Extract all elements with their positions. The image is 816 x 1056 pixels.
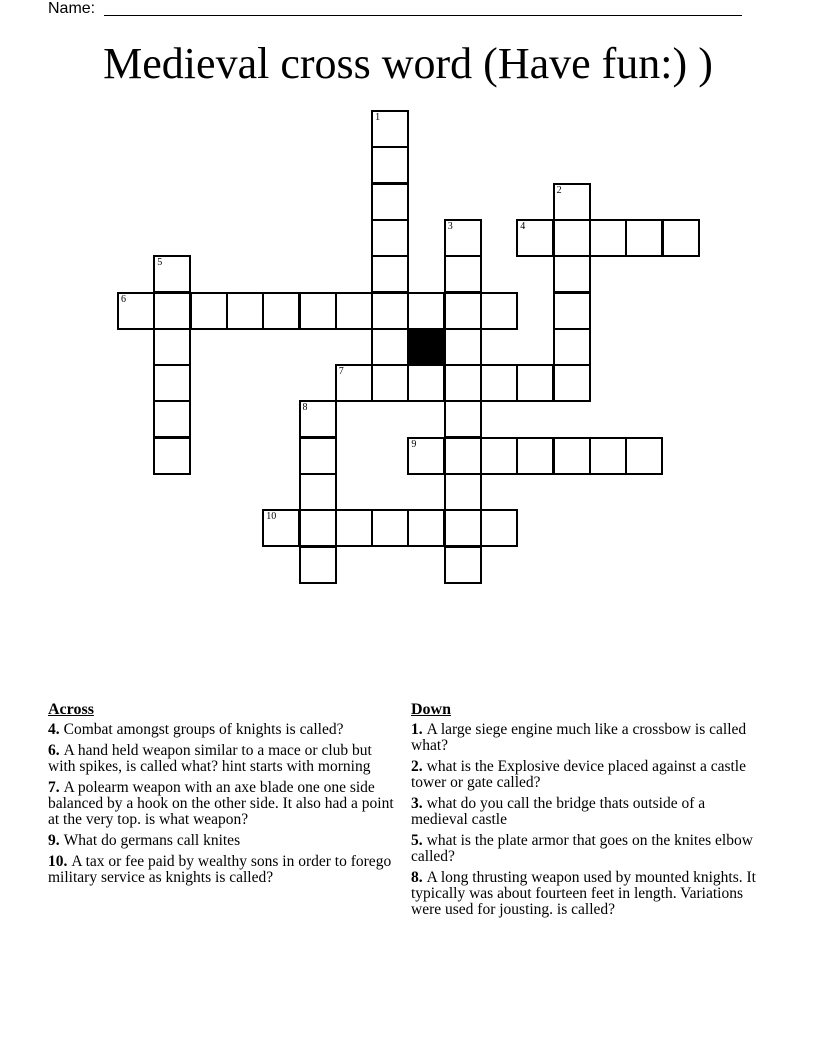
crossword-square[interactable]	[444, 400, 482, 438]
crossword-square[interactable]	[407, 509, 445, 547]
crossword-square[interactable]	[553, 328, 591, 366]
clue-text: What do germans call knites	[63, 832, 241, 849]
crossword-square[interactable]	[444, 219, 482, 257]
clue-number: 1.	[411, 721, 423, 738]
crossword-square[interactable]	[516, 364, 554, 402]
clue-number-label: 2	[556, 184, 562, 196]
crossword-square[interactable]	[371, 255, 409, 293]
down-heading: Down	[411, 701, 452, 718]
crossword-square[interactable]	[444, 255, 482, 293]
clue-text: A large siege engine much like a crossbow is called what?	[411, 721, 747, 754]
clue-text: A long thrusting weapon used by mounted knights. It typically was about fourteen feet in length. Variations were used for jousting. is called?	[411, 869, 756, 918]
clue-number: 4.	[48, 721, 60, 738]
clue-text: A tax or fee paid by wealthy sons in order to forego military service as knights is called?	[48, 853, 392, 886]
crossword-square[interactable]	[299, 292, 337, 330]
down-clue	[411, 759, 763, 791]
clue-number: 10.	[48, 853, 68, 870]
down-clue	[411, 722, 763, 754]
across-clue	[48, 780, 400, 828]
name-label: Name:	[48, 0, 96, 17]
clue-number-label: 9	[411, 438, 417, 450]
crossword-square[interactable]	[553, 183, 591, 221]
clue-number-label: 8	[302, 402, 308, 414]
crossword-square[interactable]	[335, 509, 373, 547]
crossword-square[interactable]	[553, 292, 591, 330]
page-title: Medieval cross word (Have fun:) )	[103, 39, 713, 88]
crossword-square[interactable]	[407, 292, 445, 330]
clue-number: 9.	[48, 832, 60, 849]
clue-text: Combat amongst groups of knights is called?	[63, 721, 344, 738]
clue-number-label: 3	[447, 220, 453, 232]
crossword-square[interactable]	[589, 219, 627, 257]
crossword-square[interactable]	[625, 437, 663, 475]
clue-text: what is the Explosive device placed against a castle tower or gate called?	[411, 758, 746, 791]
across-heading: Across	[48, 701, 94, 718]
across-clue	[48, 743, 400, 775]
crossword-square[interactable]	[553, 219, 591, 257]
clue-text: A hand held weapon similar to a mace or club but with spikes, is called what? hint starts with morning	[48, 742, 372, 775]
crossword-square[interactable]	[444, 292, 482, 330]
clue-number-label: 1	[375, 112, 381, 123]
crossword-square[interactable]	[589, 437, 627, 475]
crossword-square[interactable]	[299, 473, 337, 511]
crossword-square[interactable]	[371, 110, 409, 148]
crossword-square[interactable]	[480, 292, 518, 330]
crossword-square[interactable]	[299, 400, 337, 438]
crossword-square[interactable]	[516, 437, 554, 475]
clue-text: what is the plate armor that goes on the knites elbow called?	[411, 832, 753, 865]
crossword-square[interactable]	[407, 364, 445, 402]
down-clue	[411, 796, 763, 828]
crossword-square[interactable]	[335, 364, 373, 402]
crossword-square[interactable]	[371, 292, 409, 330]
crossword-square[interactable]	[153, 400, 191, 438]
clue-number: 8.	[411, 869, 423, 886]
clue-number: 5.	[411, 832, 423, 849]
crossword-square[interactable]	[407, 437, 445, 475]
crossword-square[interactable]	[444, 509, 482, 547]
across-clue	[48, 722, 400, 738]
crossword-square[interactable]	[371, 328, 409, 366]
crossword-square[interactable]	[444, 437, 482, 475]
crossword-square[interactable]	[153, 364, 191, 402]
clue-text: what do you call the bridge thats outside of a medieval castle	[411, 795, 706, 828]
crossword-square[interactable]	[371, 509, 409, 547]
clue-number: 6.	[48, 742, 60, 759]
crossword-square[interactable]	[553, 437, 591, 475]
blocked-square	[407, 328, 445, 366]
crossword-square[interactable]	[299, 437, 337, 475]
crossword-square[interactable]	[117, 292, 155, 330]
crossword-square[interactable]	[153, 328, 191, 366]
crossword-square[interactable]	[480, 437, 518, 475]
crossword-square[interactable]	[444, 364, 482, 402]
crossword-square[interactable]	[371, 364, 409, 402]
clue-number: 3.	[411, 795, 423, 812]
down-clues	[411, 702, 763, 923]
down-clue	[411, 870, 763, 918]
clue-number: 7.	[48, 779, 60, 796]
across-clue	[48, 833, 400, 849]
crossword-square[interactable]	[262, 509, 300, 547]
crossword-square[interactable]	[371, 146, 409, 184]
clue-number-label: 4	[520, 220, 526, 232]
crossword-square[interactable]	[444, 473, 482, 511]
crossword-square[interactable]	[553, 364, 591, 402]
crossword-square[interactable]	[625, 219, 663, 257]
crossword-square[interactable]	[190, 292, 228, 330]
crossword-square[interactable]	[153, 292, 191, 330]
crossword-square[interactable]	[335, 292, 373, 330]
crossword-square[interactable]	[444, 546, 482, 584]
crossword-square[interactable]	[262, 292, 300, 330]
crossword-square[interactable]	[516, 219, 554, 257]
across-clues	[48, 702, 400, 891]
crossword-square[interactable]	[226, 292, 264, 330]
crossword-square[interactable]	[371, 183, 409, 221]
crossword-square[interactable]	[662, 219, 700, 257]
across-clue	[48, 854, 400, 886]
clue-text: A polearm weapon with an axe blade one one side balanced by a hook on the other side. It also had a point at the very top. is what weapon?	[48, 779, 394, 828]
crossword-square[interactable]	[480, 364, 518, 402]
down-clue	[411, 833, 763, 865]
clue-number-label: 10	[266, 511, 277, 523]
crossword-square[interactable]	[153, 437, 191, 475]
clue-number: 2.	[411, 758, 423, 775]
crossword-square[interactable]	[444, 328, 482, 366]
crossword-square[interactable]	[553, 255, 591, 293]
clue-number-label: 5	[157, 257, 163, 269]
crossword-square[interactable]	[480, 509, 518, 547]
clue-number-label: 7	[338, 366, 344, 378]
crossword-square[interactable]	[299, 546, 337, 584]
clue-number-label: 6	[121, 293, 126, 305]
crossword-square[interactable]	[153, 255, 191, 293]
crossword-square[interactable]	[371, 219, 409, 257]
crossword-square[interactable]	[299, 509, 337, 547]
